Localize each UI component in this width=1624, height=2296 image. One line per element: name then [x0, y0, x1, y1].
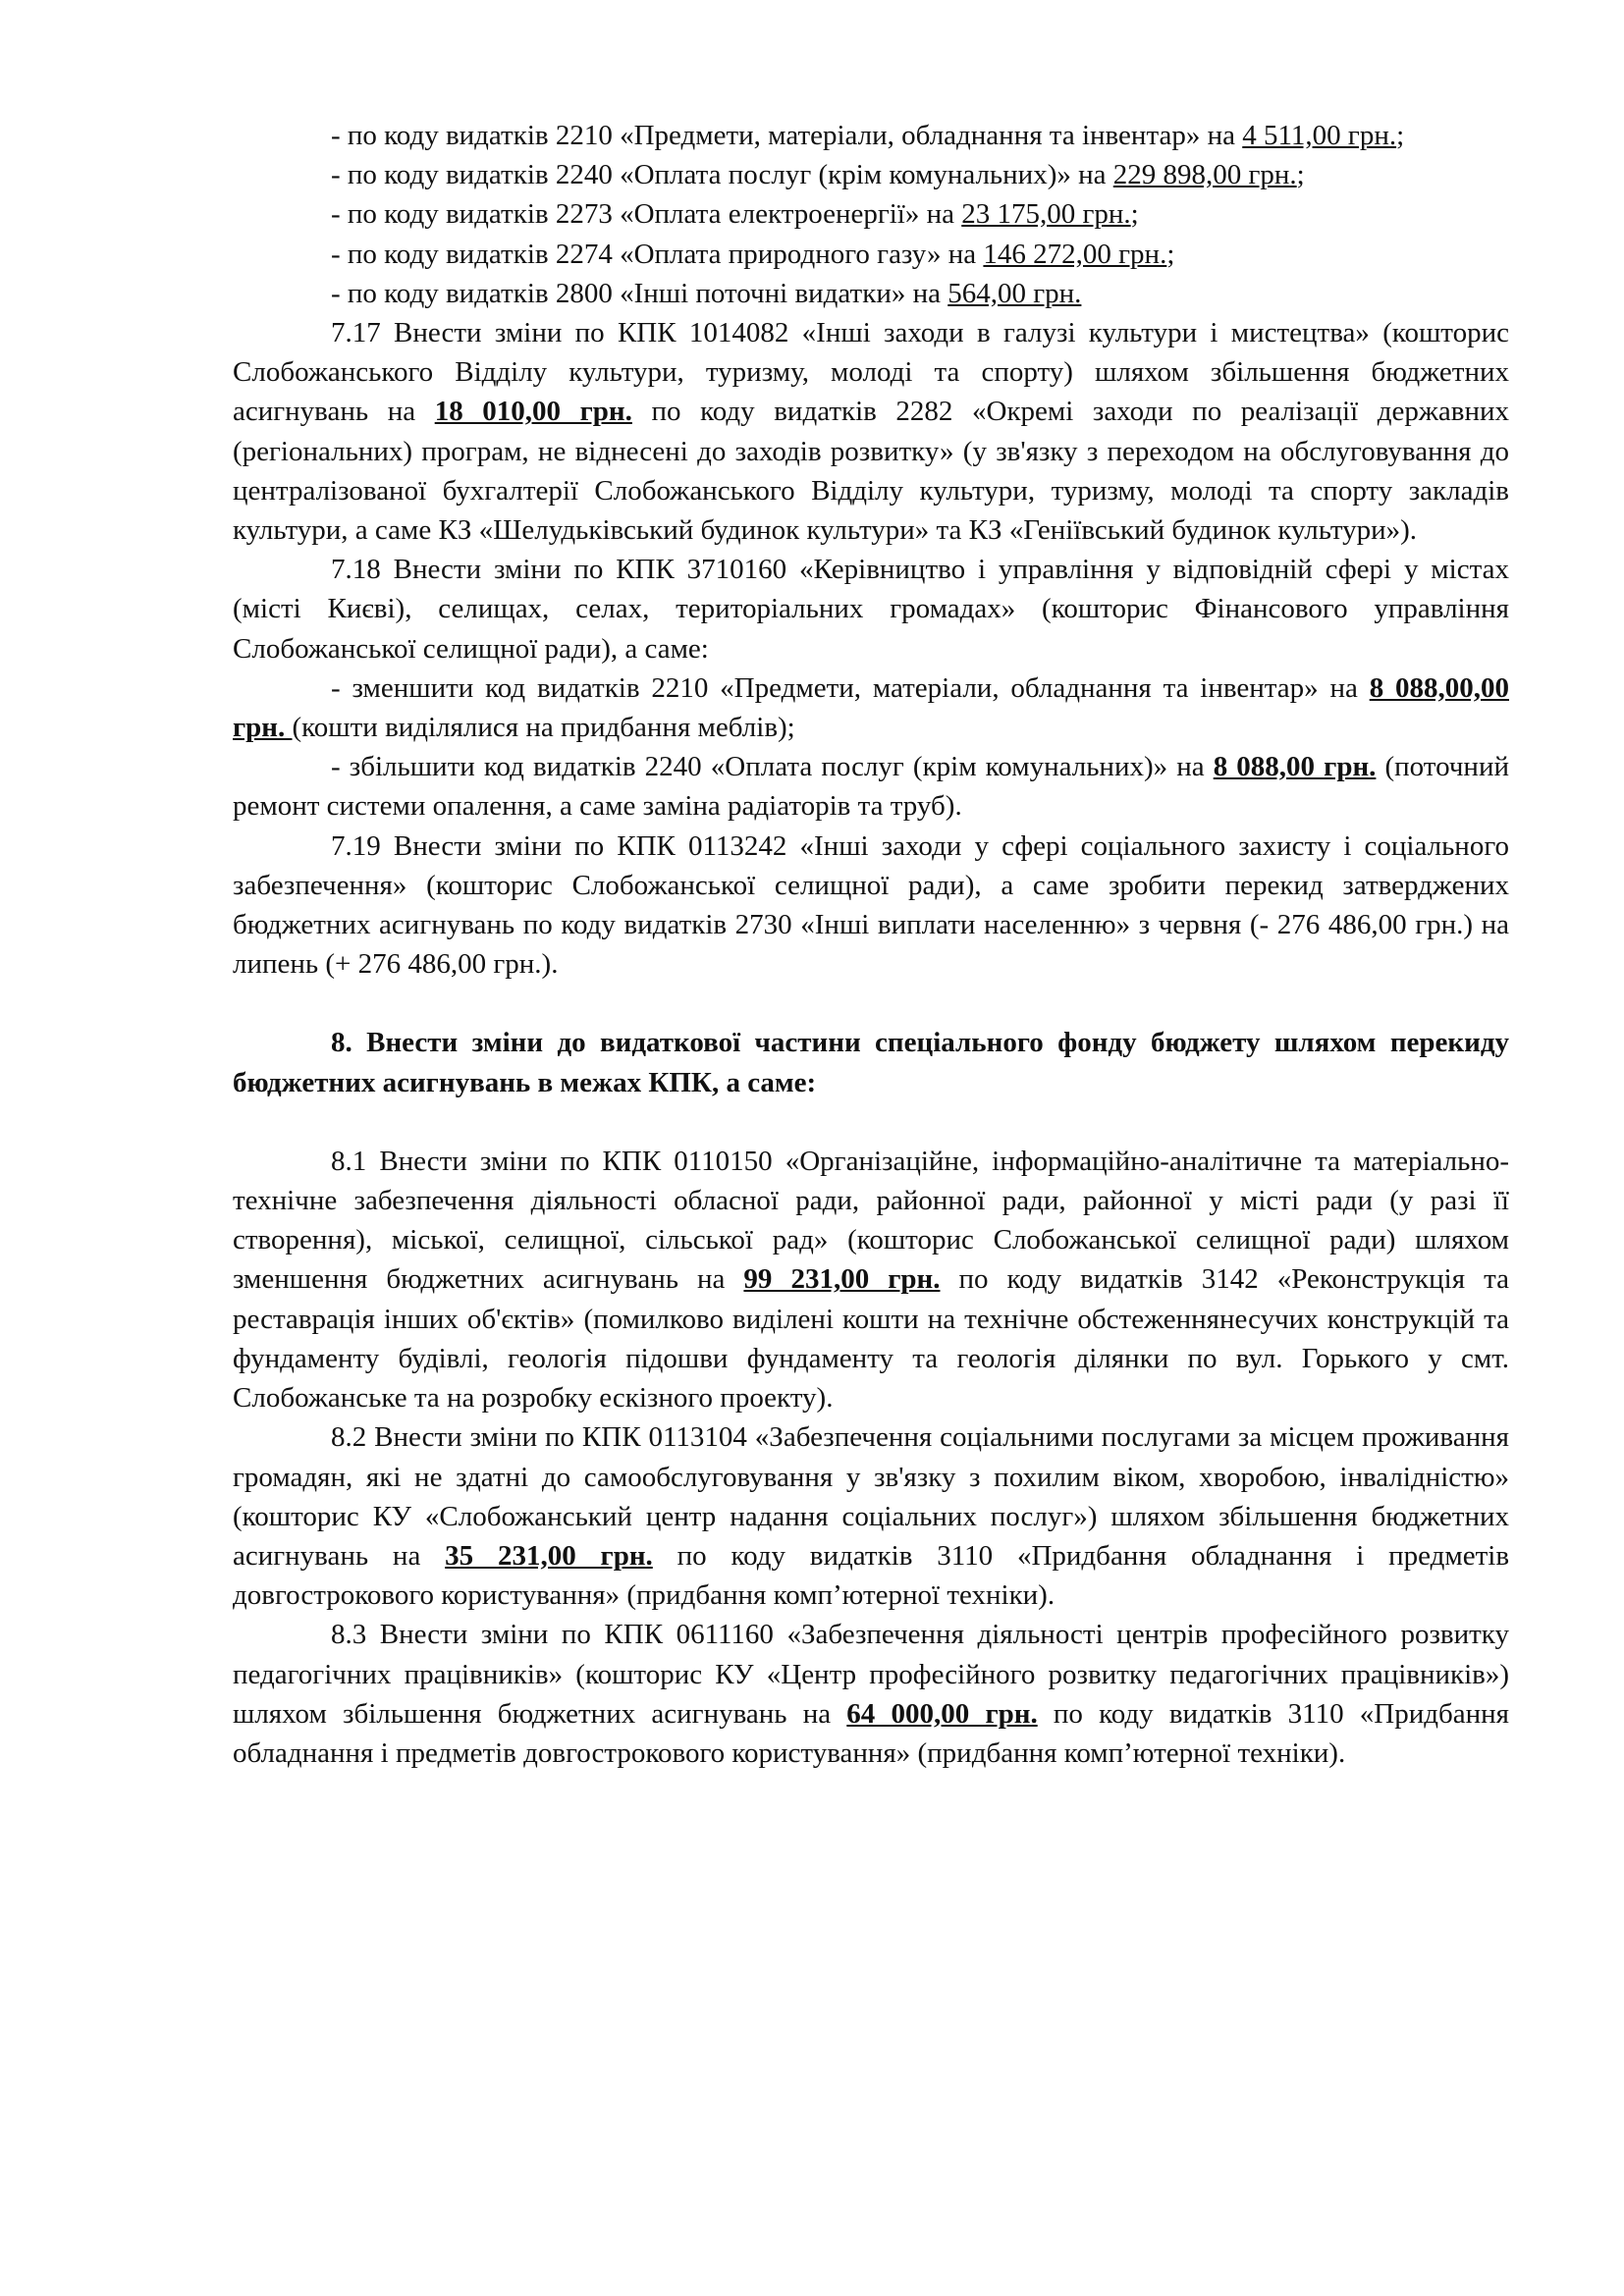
item-2273: - по коду видатків 2273 «Оплата електроенергії» на 23 175,00 грн.; [331, 198, 1139, 231]
paragraph-8-1: 8.1 Внести зміни по КПК 0110150 «Організаційне, інформаційно-аналітичне та матеріально-технічне забезпечення діяльності обласної ради, районної ради, районної у місті ради (у разі її створення), міської, селищної, сільської рад» (кошторис Слобожанської селищної ради) шляхом зменшення бюджетних асигнувань на 99 231,00 грн. по коду видатків 3142 «Реконструкція та реставрація інших об'єктів» (помилково виділені кошти на технічне обстеженнянесучих конструкцій та фундаменту будівлі, геологія підошви фундаменту та геологія ділянки по вул. Горького у смт. Слобожанське та на розробку ескізного проекту). [233, 1145, 1509, 1415]
amount-7-17: 18 010,00 грн. [434, 396, 632, 428]
amount-7-18-decrease: 8 088,00,00 грн. [233, 671, 1509, 744]
paragraph-7-18-increase: - збільшити код видатків 2240 «Оплата послуг (крім комунальних)» на 8 088,00 грн. (поточний ремонт системи опалення, а саме заміна радіаторів та труб). [233, 751, 1509, 823]
paragraph-7-17: 7.17 Внести зміни по КПК 1014082 «Інші заходи в галузі культури і мистецтва» (кошторис Слобожанського Відділу культури, туризму, молоді та спорту) шляхом збільшення бюджетних асигнувань на 18 010,00 грн. по коду видатків 2282 «Окремі заходи по реалізації державних (регіональних) програм, не віднесені до заходів розвитку» (у зв'язку з переходом на обслуговування до централізованої бухгалтерії Слобожанського Відділу культури, туризму, молоді та спорту закладів культури, а саме КЗ «Шелудьківський будинок культури» та КЗ «Геніївський будинок культури»). [233, 317, 1509, 547]
amount-8-3: 64 000,00 грн. [846, 1697, 1038, 1730]
item-2210: - по коду видатків 2210 «Предмети, матеріали, обладнання та інвентар» на 4 511,00 грн.; [331, 120, 1405, 151]
amount-8-2: 35 231,00 грн. [445, 1539, 653, 1572]
paragraph-7-18-intro: 7.18 Внести зміни по КПК 3710160 «Керівництво і управління у відповідній сфері у містах (місті Києві), селищах, селах, територіальних громадах» (кошторис Фінансового управління Слобожанської селищної ради), а саме: [233, 554, 1509, 665]
paragraph-8-2: 8.2 Внести зміни по КПК 0113104 «Забезпечення соціальними послугами за місцем проживання громадян, які не здатні до самообслуговування у зв'язку з похилим віком, хворобою, інвалідністю» (кошторис КУ «Слобожанський центр надання соціальних послуг») шляхом збільшення бюджетних асигнувань на 35 231,00 грн. по коду видатків 3110 «Придбання обладнання і предметів довгострокового користування» (придбання комп’ютерної техніки). [233, 1421, 1510, 1612]
section-8-heading: 8. Внести зміни до видаткової частини спеціального фонду бюджету шляхом перекиду бюджетних асигнувань в межах КПК, а саме: [233, 1027, 1509, 1098]
paragraph-8-3: 8.3 Внести зміни по КПК 0611160 «Забезпечення діяльності центрів професійного розвитку педагогічних працівників» (кошторис КУ «Центр професійного розвитку педагогічних працівників») шляхом збільшення бюджетних асигнувань на 64 000,00 грн. по коду видатків 3110 «Придбання обладнання і предметів довгострокового користування» (придбання комп’ютерної техніки). [233, 1619, 1509, 1769]
item-2800: - по коду видатків 2800 «Інші поточні видатки» на 564,00 грн. [331, 277, 1082, 309]
paragraph-7-18-decrease: - зменшити код видатків 2210 «Предмети, матеріали, обладнання та інвентар» на 8 088,00,00 грн. (кошти виділялися на придбання меблів); [233, 671, 1509, 744]
amount-8-1: 99 231,00 грн. [743, 1263, 941, 1296]
amount-2274: 146 272,00 грн. [983, 238, 1167, 270]
item-2274: - по коду видатків 2274 «Оплата природного газу» на 146 272,00 грн.; [331, 238, 1175, 270]
item-2240: - по коду видатків 2240 «Оплата послуг (крім комунальних)» на 229 898,00 грн.; [331, 159, 1305, 191]
amount-2273: 23 175,00 грн. [961, 198, 1131, 231]
paragraph-7-19: 7.19 Внести зміни по КПК 0113242 «Інші заходи у сфері соціального захисту і соціального забезпечення» (кошторис Слобожанської селищної ради), а саме зробити перекид затверджених бюджетних асигнувань по коду видатків 2730 «Інші виплати населенню» з червня (- 276 486,00 грн.) на липень (+ 276 486,00 грн.). [233, 829, 1509, 981]
amount-2210: 4 511,00 грн. [1242, 120, 1397, 151]
amount-2240: 229 898,00 грн. [1112, 159, 1297, 191]
amount-7-18-increase: 8 088,00 грн. [1213, 751, 1377, 783]
document-page [233, 116, 1509, 1773]
amount-2800: 564,00 грн. [947, 277, 1082, 309]
